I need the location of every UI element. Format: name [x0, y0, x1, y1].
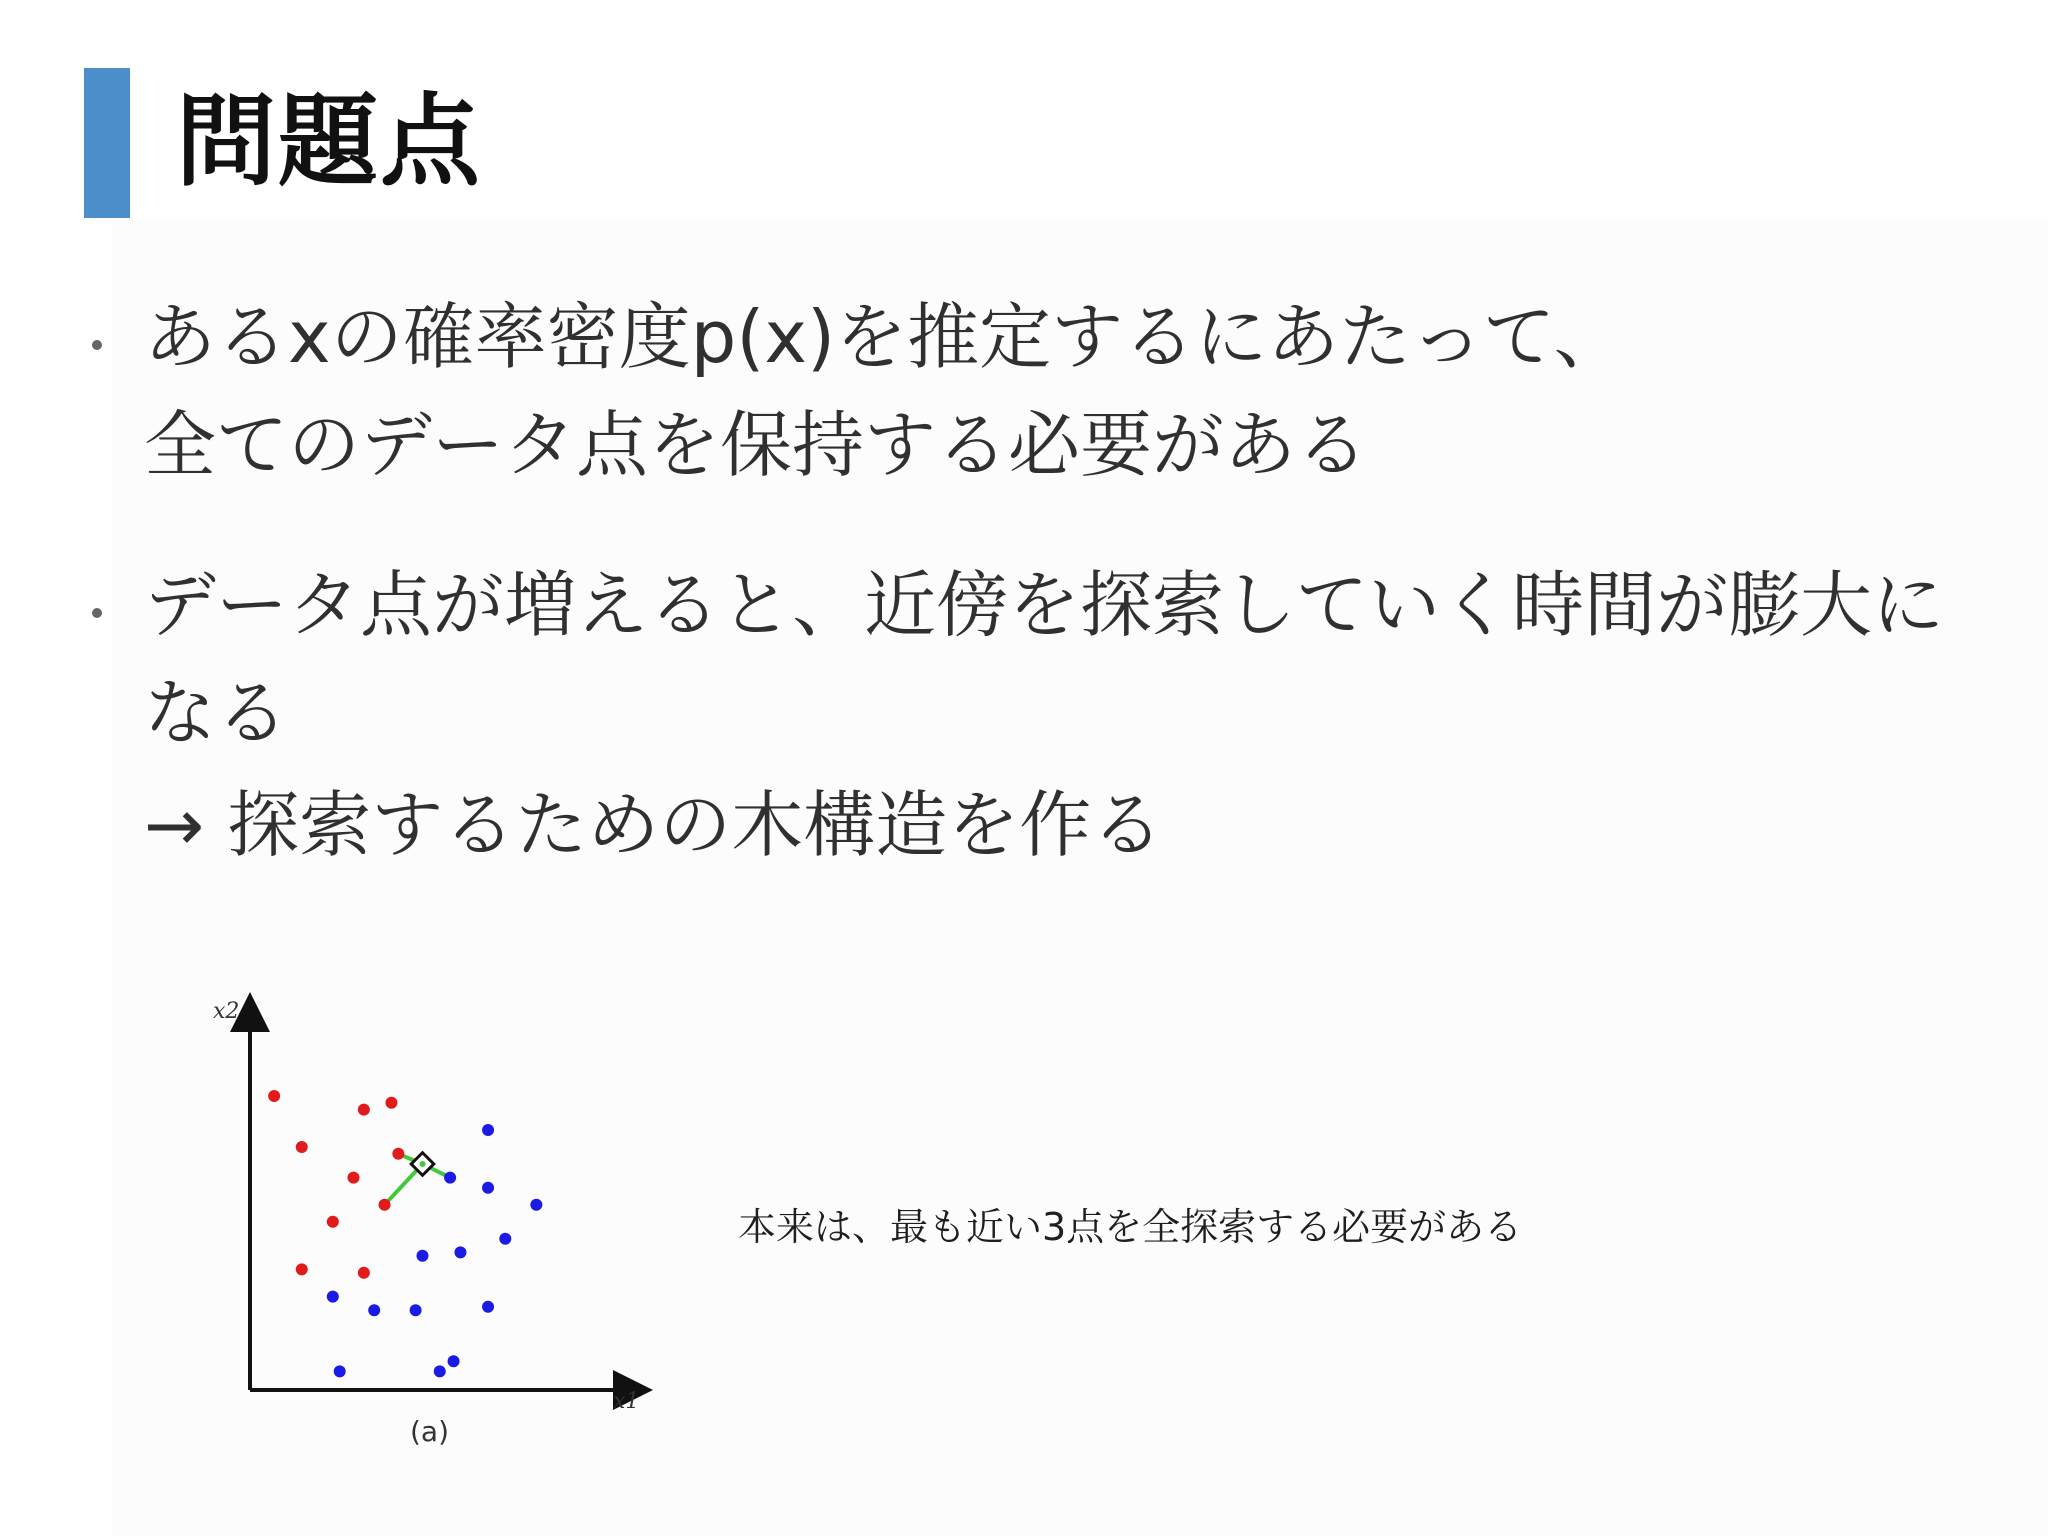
- scatter-point-series-2-8: [327, 1291, 339, 1303]
- scatter-point-series-2-1: [482, 1124, 494, 1136]
- y-axis-label: x2: [213, 999, 240, 1024]
- scatter-point-series-2-4: [530, 1199, 542, 1211]
- scatter-point-series-2-13: [434, 1365, 446, 1377]
- bullet-dot: [92, 608, 102, 618]
- scatter-point-series-2-7: [454, 1246, 466, 1258]
- scatter-point-series-2-14: [448, 1355, 460, 1367]
- bullet-2-line-2: なる: [144, 671, 289, 755]
- x-axis-label: x1: [613, 1389, 640, 1414]
- scatter-point-series-2-3: [482, 1182, 494, 1194]
- bullet-2-line-1: データ点が増えると、近傍を探索していく時間が膨大に: [144, 563, 1945, 647]
- scatter-point-series-2-6: [417, 1250, 429, 1262]
- scatter-point-series-1-2: [358, 1104, 370, 1116]
- scatter-point-series-1-1: [268, 1090, 280, 1102]
- subfigure-label: (a): [410, 1415, 450, 1448]
- bullet-2-line-3: → 探索するための木構造を作る: [144, 783, 1164, 867]
- scatter-point-series-1-5: [392, 1148, 404, 1160]
- slide-title: 問題点: [176, 83, 482, 200]
- scatter-point-series-1-7: [379, 1199, 391, 1211]
- figure-caption: 本来は、最も近い3点を全探索する必要がある: [738, 1205, 1523, 1249]
- query-point-center: [420, 1161, 426, 1167]
- scatter-point-series-1-10: [358, 1267, 370, 1279]
- scatter-point-series-1-9: [296, 1263, 308, 1275]
- scatter-point-series-2-9: [368, 1304, 380, 1316]
- title-accent-bar: [84, 68, 130, 218]
- knn-figure: [205, 990, 665, 1460]
- scatter-point-series-1-3: [385, 1097, 397, 1109]
- scatter-point-series-2-11: [482, 1301, 494, 1313]
- scatter-point-series-1-8: [327, 1216, 339, 1228]
- scatter-point-series-1-4: [296, 1141, 308, 1153]
- scatter-plot: [205, 990, 665, 1460]
- scatter-point-series-2-10: [410, 1304, 422, 1316]
- scatter-point-series-2-12: [334, 1365, 346, 1377]
- bullet-1-line-2: 全てのデータ点を保持する必要がある: [144, 403, 1369, 487]
- scatter-point-series-2-5: [499, 1233, 511, 1245]
- bullet-dot: [92, 340, 102, 350]
- scatter-points: [268, 1090, 542, 1377]
- scatter-point-series-1-6: [348, 1172, 360, 1184]
- bullet-1-line-1: あるxの確率密度p(x)を推定するにあたって、: [144, 295, 1626, 379]
- scatter-point-series-2-2: [444, 1172, 456, 1184]
